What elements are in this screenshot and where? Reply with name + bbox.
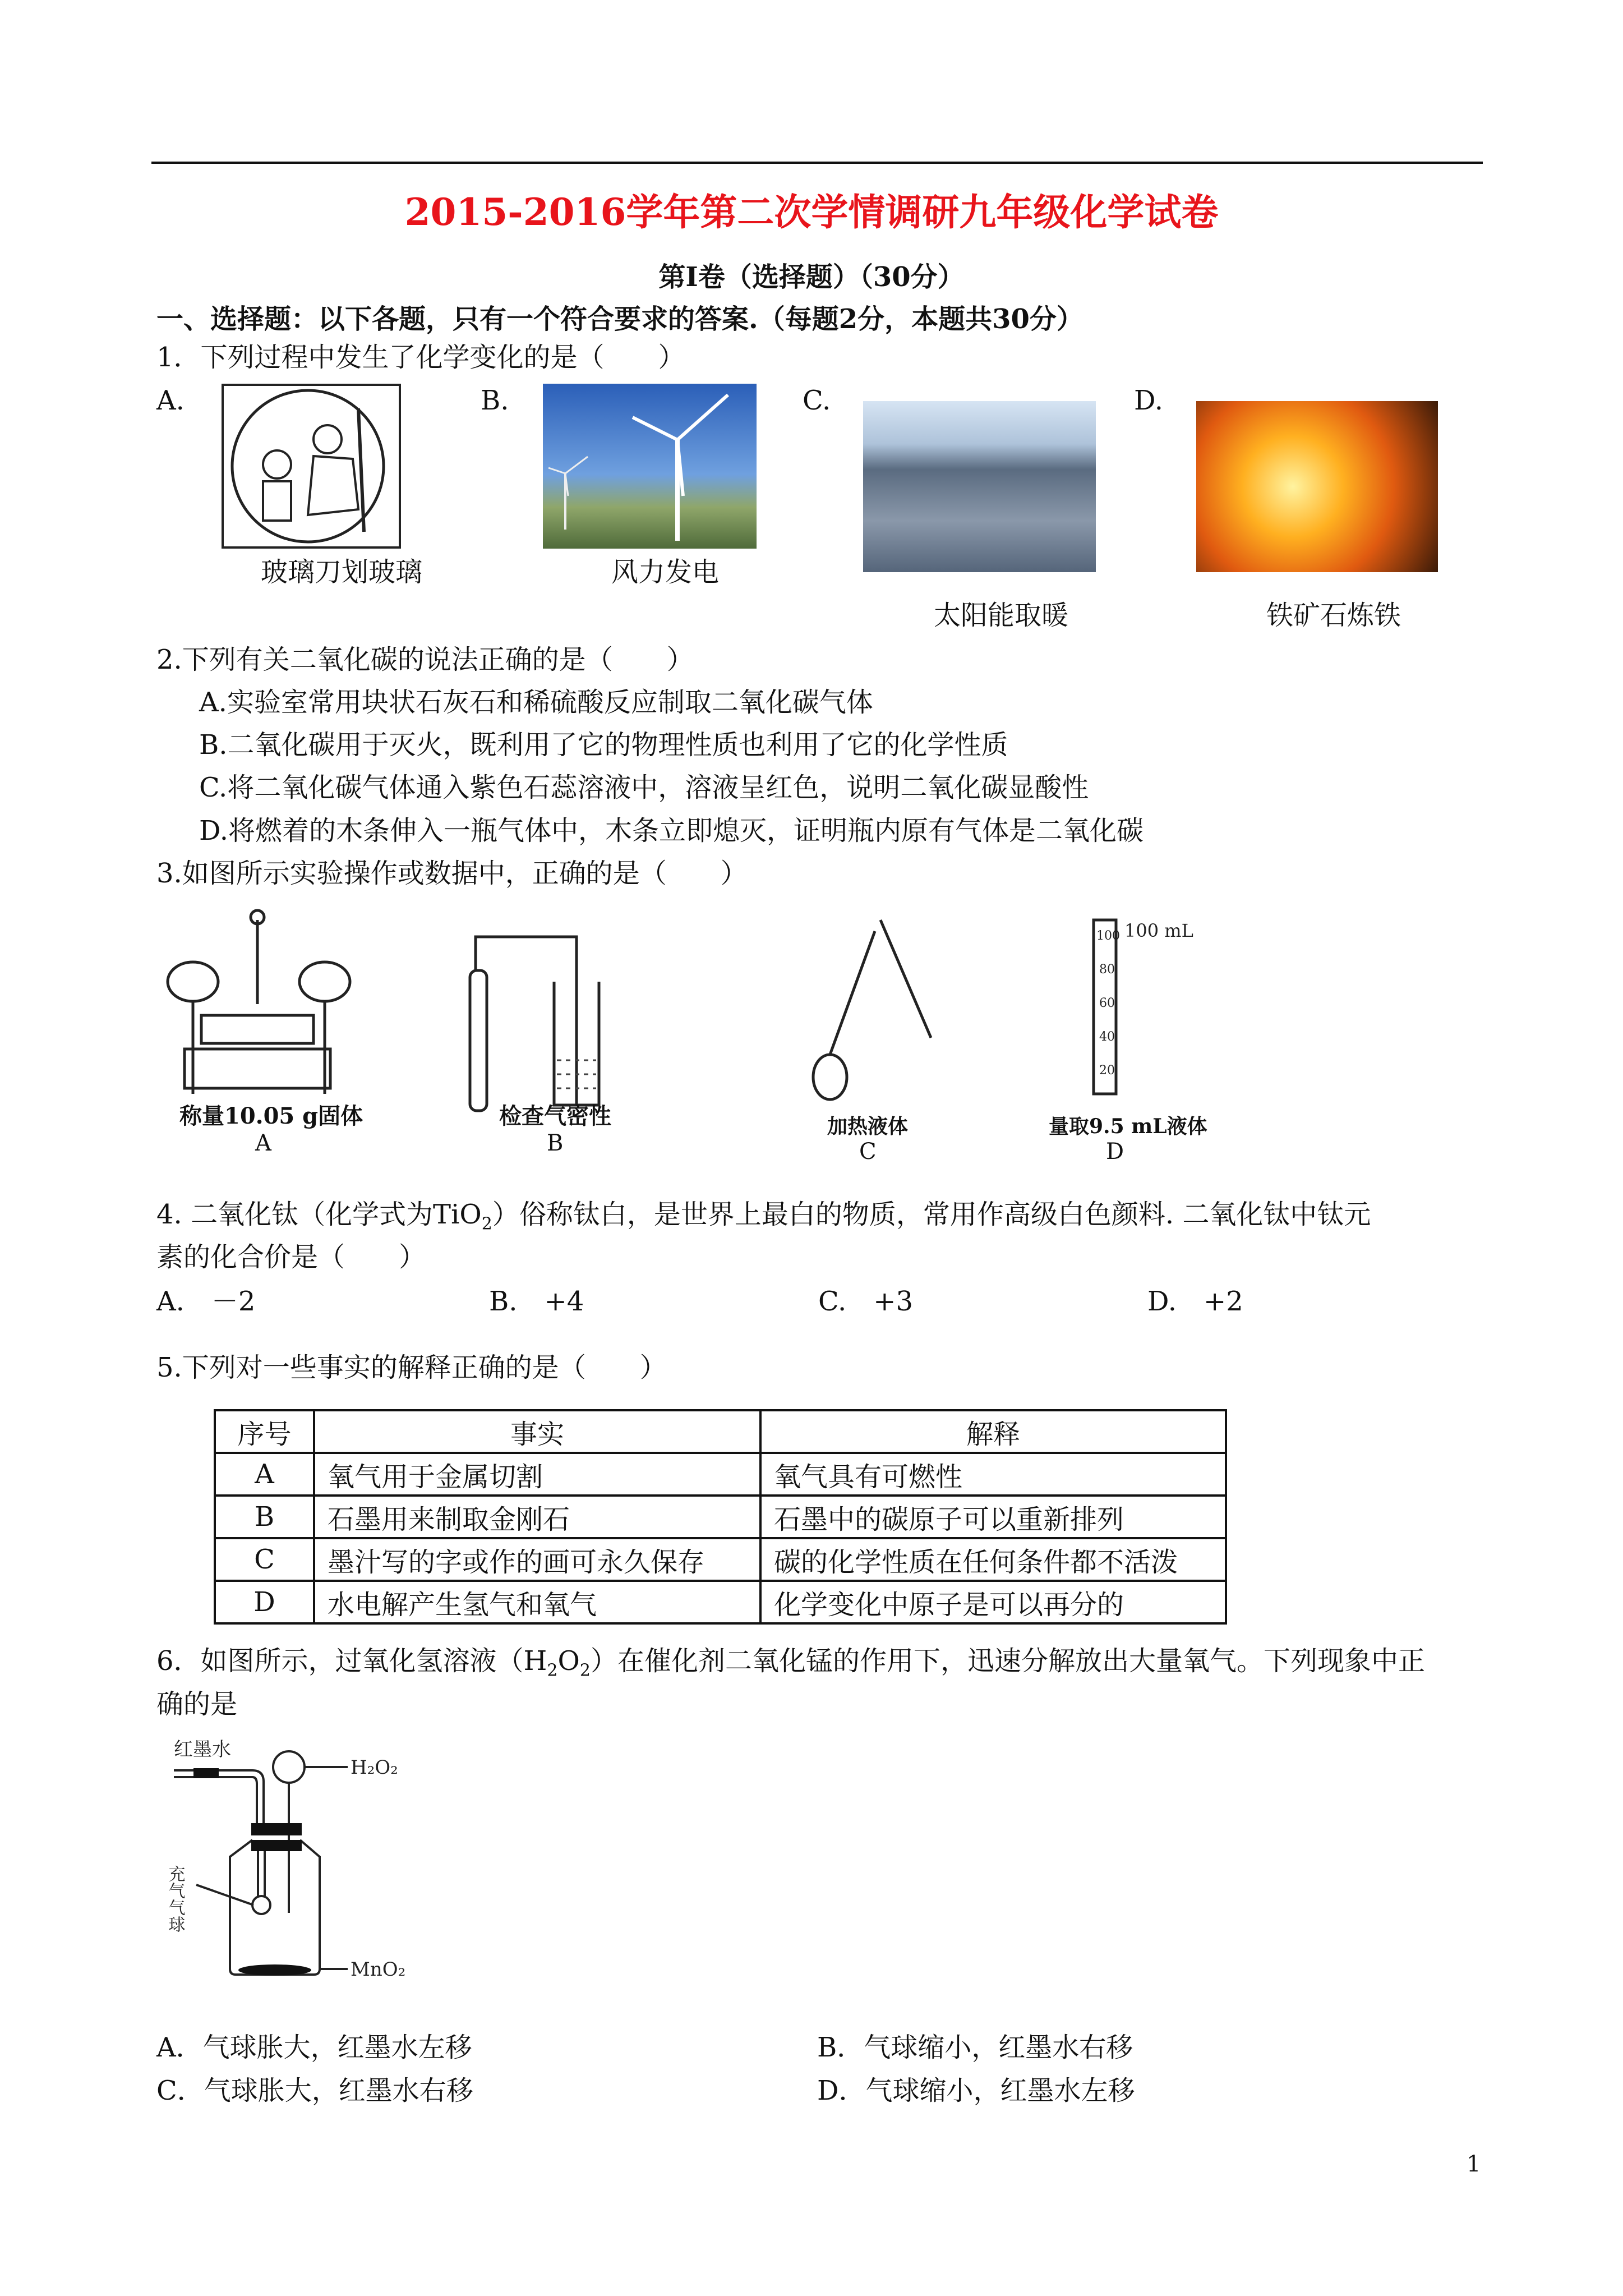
q6-option-b: B．气球缩小，红墨水右移 (817, 2032, 1133, 2063)
cell-index: C (215, 1538, 314, 1581)
exam-title: 2015-2016学年第二次学情调研九年级化学试卷 (404, 190, 1219, 234)
q2-option-a: A.实验室常用块状石灰石和稀硫酸反应制取二氧化碳气体 (199, 687, 873, 718)
table-header-row (215, 1410, 1226, 1453)
q4-option-d: D. +2 (1147, 1286, 1243, 1317)
cell-index: A (215, 1453, 314, 1496)
q6-option-a: A．气球胀大，红墨水左移 (156, 2032, 472, 2063)
h2o2-label: H₂O₂ (351, 1756, 398, 1779)
q2-option-c: C.将二氧化碳气体通入紫色石蕊溶液中，溶液呈红色，说明二氧化碳显酸性 (199, 772, 1089, 803)
airtightness-figure (464, 926, 649, 1128)
part-heading: 第Ⅰ卷（选择题）（30分） (658, 261, 965, 293)
q6-stem-line2: 确的是 (156, 1688, 238, 1720)
tick-80: 80 (1099, 963, 1115, 977)
table-row (215, 1496, 1226, 1538)
mno2-label: MnO₂ (351, 1958, 406, 1981)
q6-stem-part: ）在催化剂二氧化锰的作用下，迅速分解放出大量氧气。下列现象中正 (590, 1645, 1425, 1677)
header-index: 序号 (215, 1410, 314, 1453)
q1-option-d-letter: D. (1134, 385, 1164, 416)
balance-figure (162, 903, 364, 1128)
q1-caption-c: 太阳能取暖 (934, 600, 1069, 631)
q1-caption-b: 风力发电 (611, 556, 720, 588)
cell-fact: 水电解产生氢气和氧气 (314, 1581, 760, 1623)
table-row (215, 1538, 1226, 1581)
q2-option-b: B.二氧化碳用于灭火，既利用了它的物理性质也利用了它的化学性质 (199, 729, 1008, 761)
q4-stem-part: ）俗称钛白，是世界上最白的物质，常用作高级白色颜料. 二氧化钛中钛元 (492, 1199, 1371, 1230)
q3-letter-c: C (859, 1139, 877, 1165)
q6-stem-line1 (156, 1644, 1425, 1688)
balloon-label: 充气气球 (165, 1865, 185, 1932)
cell-fact: 石墨用来制取金刚石 (314, 1496, 760, 1538)
cell-explanation: 碳的化学性质在任何条件都不活泼 (760, 1538, 1226, 1581)
q3-caption-c: 加热液体 (827, 1115, 909, 1138)
tick-60: 60 (1099, 996, 1115, 1010)
q4-subscript: 2 (481, 1214, 492, 1234)
cell-explanation: 氧气具有可燃性 (760, 1453, 1226, 1496)
q1-option-a-letter: A. (156, 385, 185, 416)
header-fact: 事实 (314, 1410, 760, 1453)
tick-40: 40 (1099, 1030, 1115, 1044)
header-rule (151, 162, 1483, 164)
cell-explanation: 石墨中的碳原子可以重新排列 (760, 1496, 1226, 1538)
q6-stem-part: 6．如图所示，过氧化氢溶液（H (156, 1645, 547, 1677)
q4-stem-line2: 素的化合价是（ ） (156, 1241, 426, 1273)
h2o2-apparatus-figure (165, 1728, 415, 2014)
q3-caption-a: 称量10.05 g固体 (179, 1103, 363, 1129)
q3-stem: 3.如图所示实验操作或数据中，正确的是（ ） (156, 858, 748, 889)
cell-index: D (215, 1581, 314, 1623)
q1-option-b-letter: B. (481, 385, 509, 416)
q1-option-c-letter: C. (803, 385, 831, 416)
q6-subscript: 2 (579, 1660, 591, 1681)
header-explanation: 解释 (760, 1410, 1226, 1453)
q4-stem-line1 (156, 1198, 1371, 1241)
q1-stem: 1．下列过程中发生了化学变化的是（ ） (156, 342, 685, 373)
table-row (215, 1453, 1226, 1496)
cell-fact: 墨汁写的字或作的画可永久保存 (314, 1538, 760, 1581)
heating-liquid-figure (796, 909, 942, 1111)
q2-option-d: D.将燃着的木条伸入一瓶气体中，木条立即熄灭，证明瓶内原有气体是二氧化碳 (199, 815, 1144, 846)
q5-stem: 5.下列对一些事实的解释正确的是（ ） (156, 1352, 667, 1383)
glass-cutter-image (222, 384, 401, 549)
q3-caption-d: 量取9.5 mL液体 (1049, 1115, 1207, 1138)
q6-option-c: C．气球胀大，红墨水右移 (156, 2075, 473, 2106)
graduated-cylinder-figure (1054, 909, 1223, 1111)
facts-table (214, 1409, 1227, 1625)
q4-option-c: C. +3 (818, 1286, 914, 1317)
q2-stem: 2.下列有关二氧化碳的说法正确的是（ ） (156, 644, 694, 675)
q6-stem-part: O (557, 1645, 580, 1677)
red-ink-label: 红墨水 (174, 1738, 231, 1761)
cylinder-capacity-label: 100 mL (1124, 920, 1193, 941)
q3-letter-a: A (255, 1130, 271, 1156)
cell-explanation: 化学变化中原子是可以再分的 (760, 1581, 1226, 1623)
section-heading: 一、选择题：以下各题，只有一个符合要求的答案.（每题2分，本题共30分） (156, 303, 1083, 335)
cell-fact: 氧气用于金属切割 (314, 1453, 760, 1496)
iron-smelting-image (1196, 401, 1438, 572)
page-number: 1 (1467, 2151, 1481, 2177)
q3-letter-d: D (1106, 1139, 1124, 1165)
wind-turbine-image (543, 384, 757, 549)
q1-caption-a: 玻璃刀划玻璃 (261, 556, 423, 588)
table-row (215, 1581, 1226, 1623)
tick-100: 100 (1096, 929, 1120, 943)
cell-index: B (215, 1496, 314, 1538)
tick-20: 20 (1099, 1064, 1115, 1078)
q6-subscript: 2 (547, 1660, 558, 1681)
q4-option-a: A. －2 (156, 1286, 256, 1317)
q1-caption-d: 铁矿石炼铁 (1266, 600, 1401, 631)
q3-caption-b: 检查气密性 (499, 1103, 611, 1129)
q4-option-b: B. +4 (489, 1286, 584, 1317)
solar-roof-image (863, 401, 1096, 572)
q6-option-d: D．气球缩小，红墨水左移 (817, 2075, 1135, 2106)
q4-stem-part: 4. 二氧化钛（化学式为TiO (156, 1199, 482, 1230)
q3-letter-b: B (547, 1130, 564, 1156)
